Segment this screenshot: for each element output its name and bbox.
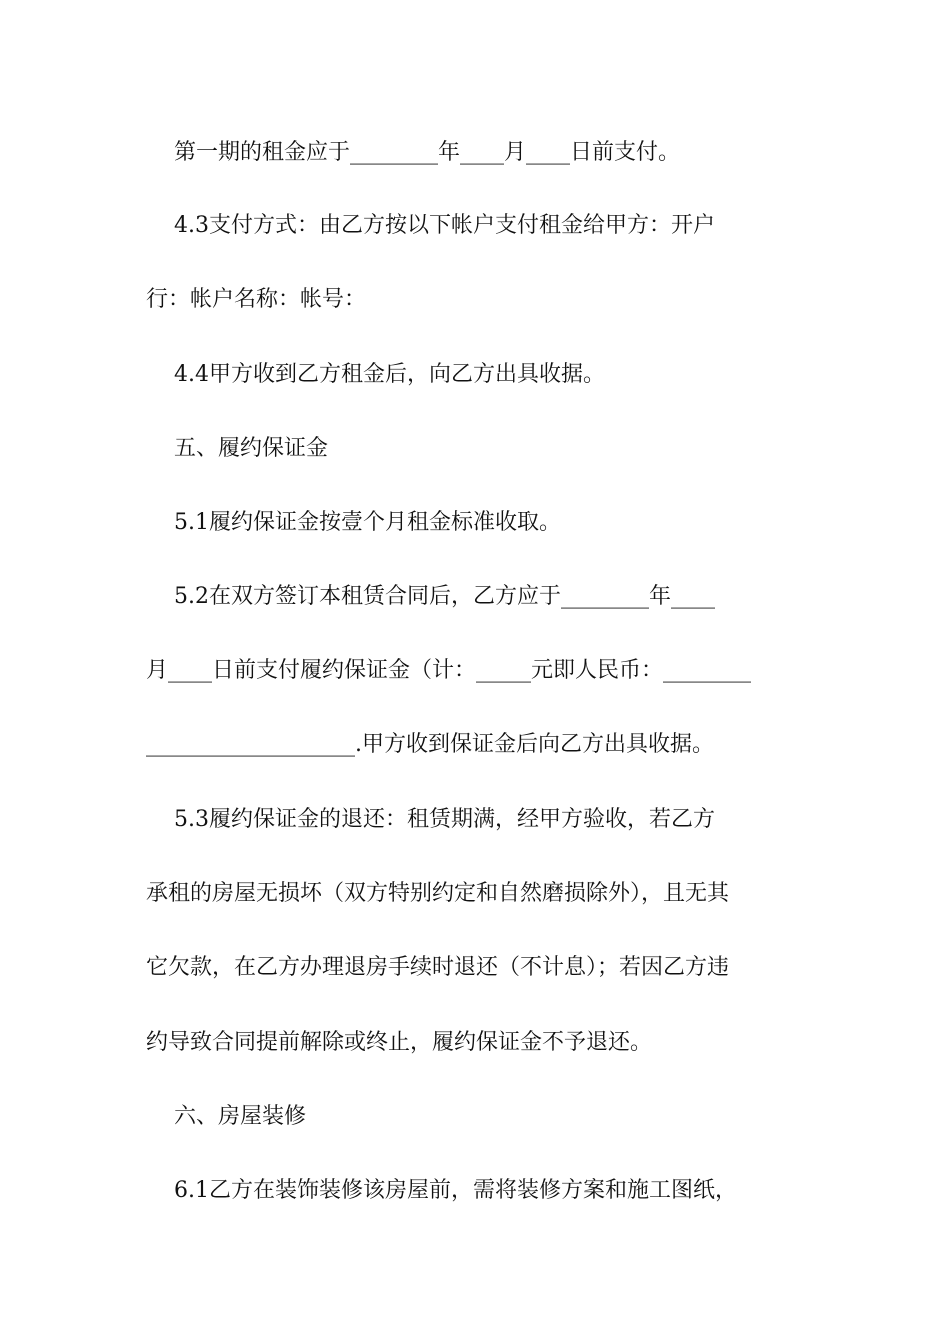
text-line: 它欠款，在乙方办理退房手续时退还（不计息）；若因乙方违 <box>146 955 730 980</box>
section-heading: 六、房屋装修 <box>146 1104 306 1129</box>
section-heading: 五、履约保证金 <box>146 436 328 461</box>
text-line: 约导致合同提前解除或终止，履约保证金不予退还。 <box>146 1030 653 1055</box>
text-line: 5.2在双方签订本租赁合同后，乙方应于________年____ <box>146 584 715 609</box>
text-line: 承租的房屋无损坏（双方特别约定和自然磨损除外），且无其 <box>146 881 730 906</box>
text-line: 4.3支付方式：由乙方按以下帐户支付租金给甲方：开户 <box>146 213 715 238</box>
text-line: 月____日前支付履约保证金（计：_____元即人民币：________ <box>146 658 752 683</box>
text-line: 5.1履约保证金按壹个月租金标准收取。 <box>146 510 561 535</box>
text-line: 行：帐户名称：帐号： <box>146 287 367 312</box>
text-line: 4.4甲方收到乙方租金后，向乙方出具收据。 <box>146 362 605 387</box>
text-line: 6.1乙方在装饰装修该房屋前，需将装修方案和施工图纸， <box>146 1178 737 1203</box>
text-line: 5.3履约保证金的退还：租赁期满，经甲方验收，若乙方 <box>146 807 715 832</box>
text-line: 第一期的租金应于________年____月____日前支付。 <box>146 140 680 165</box>
text-line: ___________________.甲方收到保证金后向乙方出具收据。 <box>146 732 714 757</box>
